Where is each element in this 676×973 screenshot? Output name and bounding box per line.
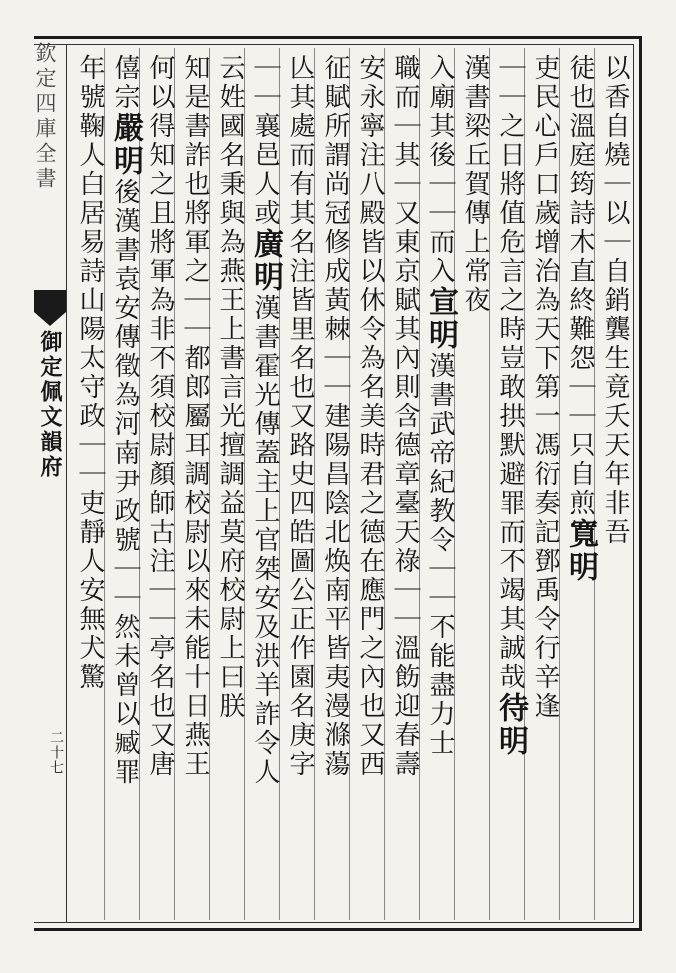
column-text: 安永寧注八殿皆以休令為名美時君之德在應門之內也又西 (355, 54, 385, 779)
column-text: 何以得知之且將軍為非不須校尉顏師古注｜｜亭名也又唐 (145, 54, 175, 779)
collection-title: 欽定四庫全書 (33, 42, 57, 192)
text-column (141, 54, 179, 914)
fishtail-mark (34, 290, 66, 312)
column-text: 征賦所謂尚冠修成黃棘｜｜建陽昌陰北焕南平皆夷漫滌蕩 (320, 54, 350, 779)
column-text: 漢書梁丘賀傳上常夜 (460, 54, 490, 315)
column-text: 知是書詐也將軍之｜｜都郎屬耳調校尉以來未能十日燕王 (180, 54, 210, 779)
column-text: 吏民心戶口歲增治為天下第一馮衍奏記鄧禹令行辛逢 (530, 54, 560, 721)
headword: 待明 (493, 692, 528, 758)
text-column (351, 54, 389, 914)
column-text: 徒也溫庭筠詩木直終難怨｜｜只自煎 (565, 54, 595, 518)
text-column (176, 54, 214, 914)
headword: 寬明 (563, 518, 598, 584)
text-column (211, 54, 249, 914)
column-text: 鞠人白居易詩山陽太守政｜｜吏靜人安無犬驚 (75, 112, 105, 692)
column-text: 後漢書袁安傳徵為河南尹政號｜｜然未曾以臧罪 (110, 178, 140, 787)
page-number: 二十七 (48, 730, 64, 775)
column-text: 云姓國名秉與 (215, 54, 245, 228)
column-text: ｜｜之日將值危言之時豈敢拱默避罪而不竭其誠哉 (495, 54, 525, 692)
text-column (561, 54, 599, 914)
text-column (421, 54, 459, 914)
text-column (491, 54, 529, 914)
margin-divider (66, 44, 67, 923)
text-column (281, 54, 319, 914)
text-column (386, 54, 424, 914)
column-text: 亾其處而有其名注皆里名也又路史四皓圖公正作園名庚字 (285, 54, 315, 779)
column-text: 為燕王上書言光擅調益莫府校尉上曰朕 (215, 228, 245, 721)
headword: 廣明 (248, 228, 283, 294)
column-text: 入廟其後｜｜而入 (425, 54, 455, 286)
text-column (246, 54, 284, 914)
column-text: 漢書武帝紀教令｜｜不能盡力士 (425, 352, 455, 758)
column-text: 漢書霍光傳蓋主上官桀安及洪羊詐令人 (250, 294, 280, 787)
text-column (316, 54, 354, 914)
text-column (106, 54, 144, 914)
text-column (456, 54, 494, 914)
column-text: 以香自燒｜以｜自銷龔生竟夭天年非吾 (600, 54, 630, 547)
text-column (71, 54, 109, 914)
text-column (526, 54, 564, 914)
text-column (596, 54, 634, 914)
headword: 嚴明 (108, 112, 143, 178)
column-text: 職而｜其｜又東京賦其內則含德章臺天祿｜｜溫飭迎春壽 (390, 54, 420, 779)
column-text: 年號 (75, 54, 105, 112)
column-text: 僖宗 (110, 54, 140, 112)
book-title: 御定佩文韻府 (37, 330, 63, 480)
text-columns (68, 48, 634, 920)
column-text: ｜｜襄邑人或 (250, 54, 280, 228)
headword: 宣明 (423, 286, 458, 352)
